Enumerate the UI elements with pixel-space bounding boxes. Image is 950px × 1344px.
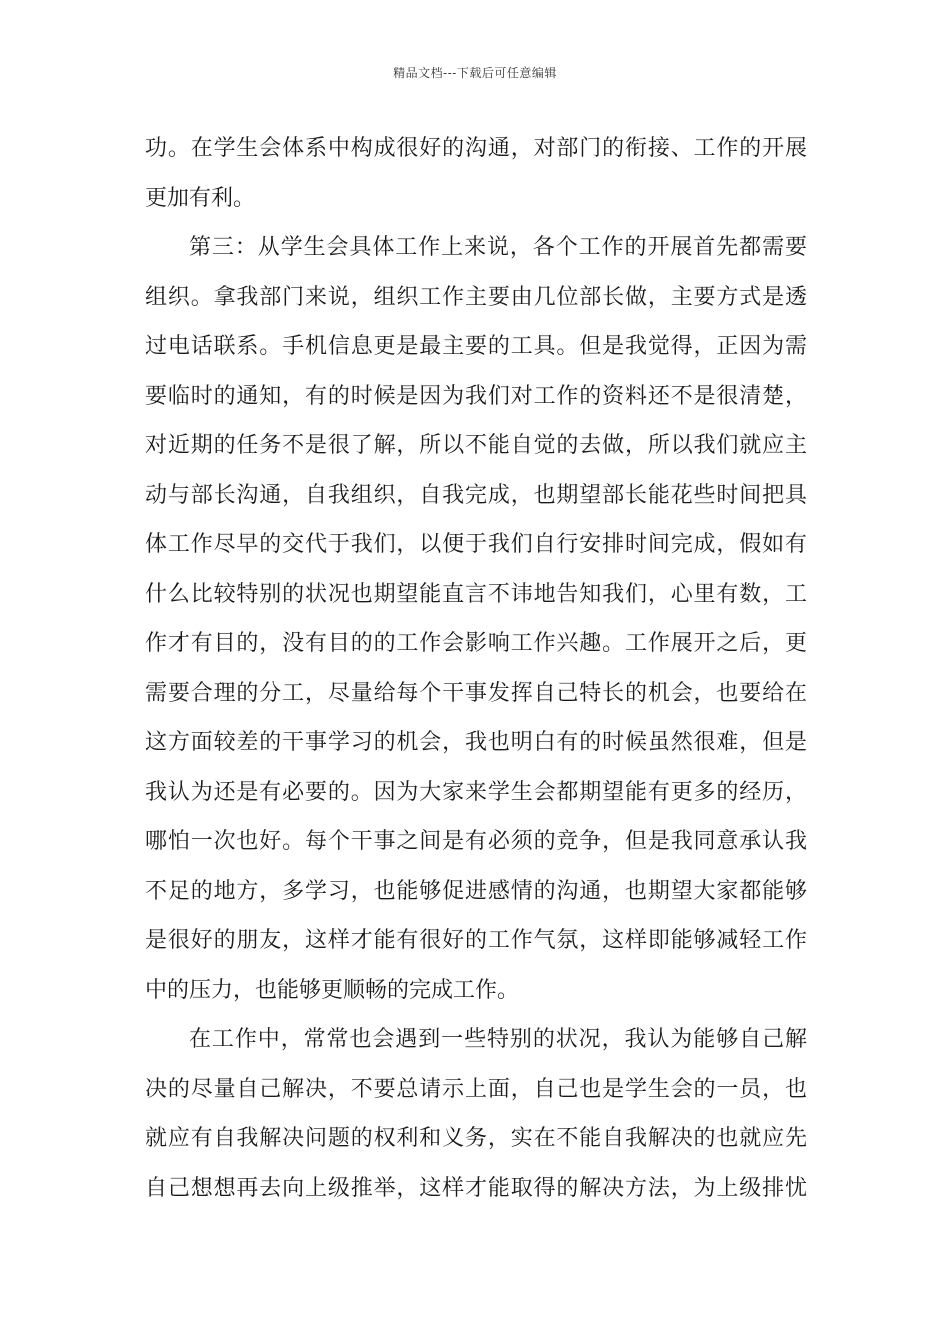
text-line: 功。在学生会体系中构成很好的沟通，对部门的衔接、工作的开展 [145, 136, 807, 161]
text-line: 中的压力，也能够更顺畅的完成工作。 [145, 977, 520, 1003]
text-line: 过电话联系。手机信息更是最主要的工具。但是我觉得，正因为需 [145, 334, 807, 359]
text-line: 在工作中，常常也会遇到一些特别的状况，我认为能够自己解 [189, 1027, 807, 1052]
text-line: 动与部长沟通，自我组织，自我完成，也期望部长能花些时间把具 [145, 482, 807, 508]
text-line: 需要合理的分工，尽量给每个干事发挥自己特长的机会，也要给在 [145, 680, 807, 706]
text-line: 更加有利。 [145, 185, 256, 211]
text-line: 体工作尽早的交代于我们，以便于我们自行安排时间完成，假如有 [145, 532, 807, 557]
text-line: 这方面较差的干事学习的机会，我也明白有的时候虽然很难，但是 [145, 730, 807, 755]
document-body [145, 124, 807, 1213]
text-line: 自己想想再去向上级推举，这样才能取得的解决方法，为上级排忧 [145, 1175, 807, 1201]
text-line: 第三：从学生会具体工作上来说，各个工作的开展首先都需要 [189, 235, 807, 260]
page-header: 精品文档---下载后可任意编辑 [393, 66, 557, 80]
text-line: 哪怕一次也好。每个干事之间是有必须的竞争，但是我同意承认我 [145, 829, 807, 854]
text-line: 是很好的朋友，这样才能有很好的工作气氛，这样即能够减轻工作 [145, 928, 807, 953]
text-line: 不足的地方，多学习，也能够促进感情的沟通，也期望大家都能够 [145, 878, 807, 904]
text-line: 就应有自我解决问题的权利和义务，实在不能自我解决的也就应先 [145, 1126, 807, 1151]
text-line: 作才有目的，没有目的的工作会影响工作兴趣。工作展开之后，更 [145, 631, 807, 656]
text-line: 要临时的通知，有的时候是因为我们对工作的资料还不是很清楚， [145, 383, 807, 409]
text-line: 决的尽量自己解决，不要总请示上面，自己也是学生会的一员，也 [145, 1076, 807, 1102]
text-line: 什么比较特别的状况也期望能直言不讳地告知我们，心里有数，工 [145, 581, 807, 607]
text-line: 对近期的任务不是很了解，所以不能自觉的去做，所以我们就应主 [145, 433, 807, 458]
text-line: 我认为还是有必要的。因为大家来学生会都期望能有更多的经历， [145, 779, 807, 805]
text-line: 组织。拿我部门来说，组织工作主要由几位部长做，主要方式是透 [145, 284, 807, 310]
